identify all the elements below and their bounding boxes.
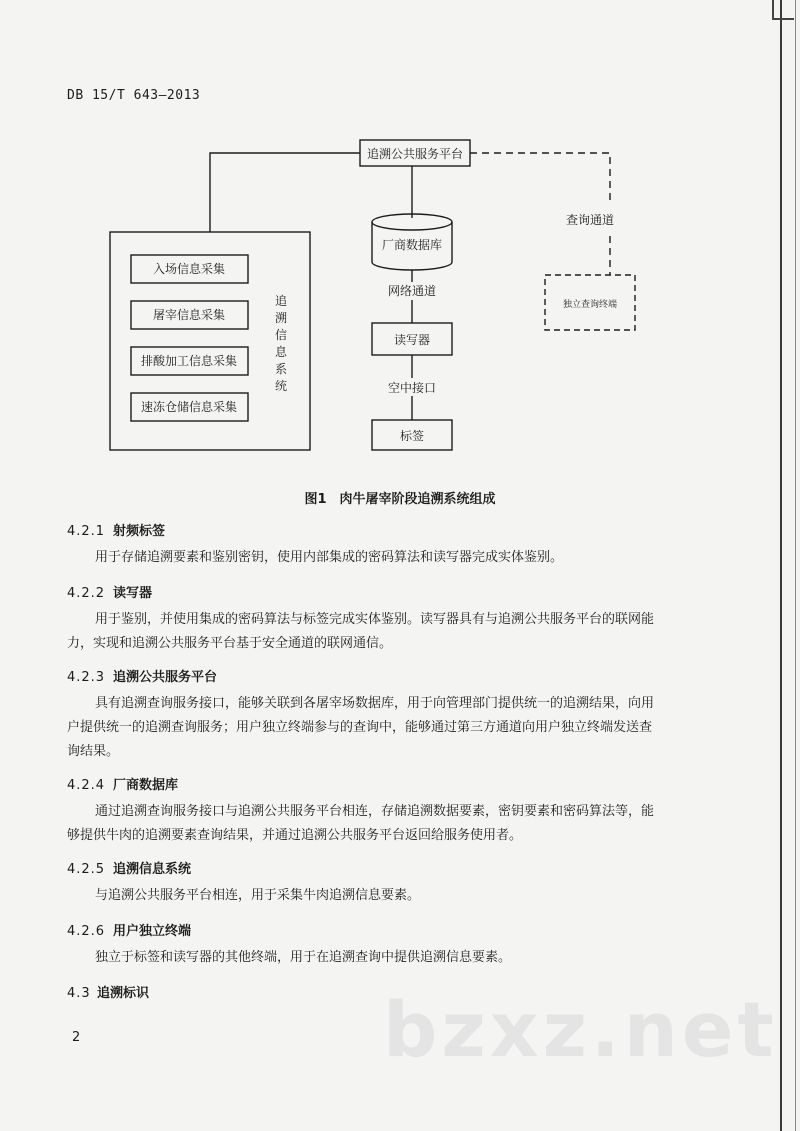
watermark: bzxz.net <box>383 985 778 1074</box>
body-line: 够提供牛肉的追溯要素查询结果，并通过追溯公共服务平台返回给服务使用者。 <box>67 828 523 843</box>
tag-label: 标签 <box>399 429 425 443</box>
section-number: 4.2.6 <box>67 924 106 939</box>
section-title: 读写器 <box>113 586 153 601</box>
section-body-4-2-2 <box>67 608 722 656</box>
section-body-4-2-1 <box>82 546 722 570</box>
body-line: 具有追溯查询服务接口，能够关联到各屠宰场数据库，用于向管理部门提供统一的追溯结果，向用 <box>95 696 655 711</box>
section-heading-4-2-5 <box>67 858 191 877</box>
figure-caption: 图1 肉牛屠宰阶段追溯系统组成 <box>304 492 496 507</box>
section-number: 4.2.3 <box>67 670 106 685</box>
section-number: 4.2.4 <box>67 778 106 793</box>
vendor-db-label: 厂商数据库 <box>381 238 443 252</box>
body-line: 询结果。 <box>67 744 120 759</box>
section-heading-4-3 <box>67 982 149 1001</box>
section-title: 射频标签 <box>113 524 166 539</box>
user-terminal-label: 独立查询终端 <box>562 300 618 310</box>
vertical-label-char: 信 <box>274 328 288 342</box>
section-heading-4-2-3 <box>67 666 217 685</box>
page-number: 2 <box>72 1030 81 1045</box>
body-line: 用于鉴别，并使用集成的密码算法与标签完成实体鉴别。读写器具有与追溯公共服务平台的联网能 <box>95 612 655 627</box>
network-channel-label: 网络通道 <box>387 284 437 298</box>
body-line: 与追溯公共服务平台相连，用于采集牛肉追溯信息要素。 <box>95 888 421 903</box>
section-title: 追溯信息系统 <box>113 862 192 877</box>
section-number: 4.3 <box>67 986 91 1001</box>
collect-item-label-2: 屠宰信息采集 <box>152 308 226 322</box>
section-title: 厂商数据库 <box>113 778 179 793</box>
section-body-4-2-5 <box>82 884 722 908</box>
vertical-label-char: 溯 <box>274 311 288 325</box>
vertical-label-char: 息 <box>274 345 288 359</box>
air-interface-label: 空中接口 <box>387 381 437 395</box>
body-line: 独立于标签和读写器的其他终端，用于在追溯查询中提供追溯信息要素。 <box>95 950 512 965</box>
vertical-label-char: 追 <box>274 294 288 308</box>
reader-label: 读写器 <box>393 333 431 347</box>
query-channel-label: 查询通道 <box>565 213 615 227</box>
section-number: 4.2.1 <box>67 524 106 539</box>
body-line: 户提供统一的追溯查询服务；用户独立终端参与的查询中，能够通过第三方通道向用户独立终端发送查 <box>67 720 653 735</box>
trace-system-diagram <box>0 0 800 480</box>
collect-item-label-1: 入场信息采集 <box>152 262 226 276</box>
platform-label: 追溯公共服务平台 <box>366 147 464 161</box>
section-body-4-2-3 <box>67 692 722 764</box>
section-title: 追溯公共服务平台 <box>113 670 218 685</box>
section-number: 4.2.5 <box>67 862 106 877</box>
section-body-4-2-6 <box>82 946 722 970</box>
body-line: 用于存储追溯要素和鉴别密钥，使用内部集成的密码算法和读写器完成实体鉴别。 <box>95 550 564 565</box>
vertical-label-char: 统 <box>274 379 288 393</box>
section-heading-4-2-2 <box>67 582 152 601</box>
vertical-label-char: 系 <box>274 362 288 376</box>
section-heading-4-2-6 <box>67 920 191 939</box>
body-line: 通过追溯查询服务接口与追溯公共服务平台相连，存储追溯数据要素，密钥要素和密码算法等，能 <box>95 804 655 819</box>
collect-item-label-3: 排酸加工信息采集 <box>140 354 238 368</box>
section-title: 用户独立终端 <box>113 924 192 939</box>
trace-system-vertical-label <box>275 294 288 393</box>
collect-item-label-4: 速冻仓储信息采集 <box>140 400 238 414</box>
section-number: 4.2.2 <box>67 586 106 601</box>
standard-code: DB 15/T 643—2013 <box>67 88 201 103</box>
body-line: 力，实现和追溯公共服务平台基于安全通道的联网通信。 <box>67 636 393 651</box>
section-heading-4-2-4 <box>67 774 178 793</box>
section-heading-4-2-1 <box>67 520 165 539</box>
section-title: 追溯标识 <box>97 986 150 1001</box>
section-body-4-2-4 <box>67 800 722 848</box>
